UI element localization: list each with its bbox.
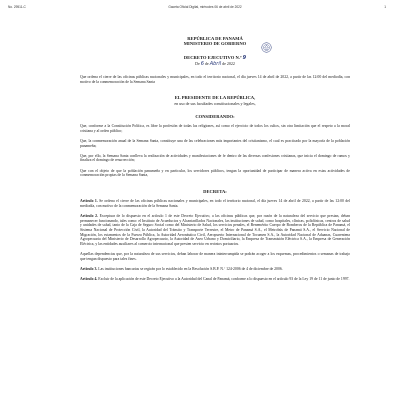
gazette-date: Gaceta Oficial Digital, miércoles 06 de abril de 2022 (168, 5, 242, 9)
article-2-paragraph (80, 252, 350, 261)
authority-subtitle: en uso de sus facultades constitucionales y legales, (174, 100, 256, 106)
official-seal-icon (261, 42, 272, 53)
article-1 (80, 199, 350, 208)
authority-title: EL PRESIDENTE DE LA REPÚBLICA, (174, 95, 256, 101)
ministry-heading: MINISTERIO DE GOBIERNO (183, 41, 247, 47)
considerando-item: Que, conforme a la Constitución Política, es libre la profesión de todas las religiones, así como el ejercicio de todos los cultos, sin otra limitación que el respeto a la moral cristiana y al orden público; (80, 123, 350, 133)
republic-heading: REPÚBLICA DE PANAMÁ (187, 36, 243, 41)
article-text: Las instituciones bancarias se regirán por lo establecido en la Resolución S.B.P. N.º 124-2006 de 4 de diciembre de 2006. (98, 267, 283, 272)
decree-number: 9 (242, 54, 247, 61)
date-month: Abril (209, 61, 222, 68)
date-year: de 2022 (222, 61, 235, 67)
decreta-title: DECRETA: (203, 188, 227, 194)
article-label: Artículo 3. (80, 267, 98, 272)
considerando-title: CONSIDERANDO: (195, 113, 235, 119)
decree-label: DECRETO EJECUTIVO N.º (183, 54, 242, 60)
article-text: Excluir de la aplicación de este Decreto Ejecutivo a la Autoridad del Canal de Panamá, conforme a lo dispuesto en el artículo 93 de la Ley 19 de 11 de junio de 1997. (98, 277, 350, 282)
page-number: 1 (384, 5, 386, 9)
article-label: Artículo 4. (80, 277, 98, 282)
considerando-item: Que con el objeto de que la población panameña y en particular, los servidores públicos, tengan la oportunidad de participar de manera activa en estas actividades de conmemoración propias de la Semana Santa, (80, 168, 350, 178)
date-de2: de (204, 61, 209, 67)
article-text: Aquellas dependencias que, por la naturaleza de sus servicios, deban laborar de manera ininterrumpida se podrán acoger a los esquemas, procedimientos o semanas de trabajo que tengan dispuesto para tales fines. (80, 252, 350, 261)
article-text: Exceptuar de lo dispuesto en el artículo 1 de este Decreto Ejecutivo, a las oficinas públicas que, por razón de la naturaleza del servicio que prestan, deban permanecer funcionando, tales como: el Instituto de Acueductos y Alcantarillados Nacionales, las instituciones de salud, como hospitales, clínicas, policlínicas, centros de salud y unidades de salud, tanto de la Caja de Seguro Social como del Ministerio de Salud, los servicios penales, el Benemérito Cuerpo de Bomberos de la República de Panamá, el Sistema Nacional de Protección Civil, la Autoridad del Tránsito y Transporte Terrestre, el Metro de Panamá S.A., el Metrobús de Panamá S.A., el Servicio Nacional de Migración, los estamentos de la Fuerza Pública, la Autoridad Aeronáutica Civil, Aeropuerto Internacional de Tocumen S.A., la Autoridad Nacional de Aduanas, Cuarentena Agropecuaria del Ministerio de Desarrollo Agropecuario, la Autoridad de Aseo Urbano y Domiciliario, la Empresa de Transmisión Eléctrica S.A., la Empresa de Generación Eléctrica, y las entidades auxiliares al comercio internacional que presten servicio en recintos portuarios. (80, 213, 350, 247)
date-de: De (195, 61, 200, 67)
document-body (8, 10, 392, 282)
article-label: Artículo 2. (80, 213, 98, 218)
article-2 (80, 214, 350, 247)
decree-intro: Que ordena el cierre de las oficinas públicas nacionales y municipales, en todo el territorio nacional, el día jueves 14 de abril de 2022, a partir de las 12:00 del mediodía, con motivo de la conmemoración de la Semana Santa (80, 75, 350, 84)
considerando-item: Que, la conmemoración anual de la Semana Santa, constituye una de las celebraciones más importantes del cristianismo, el cual es practicado por la mayoría de la población panameña; (80, 138, 350, 148)
article-4 (80, 277, 350, 282)
article-3 (80, 267, 350, 272)
gazette-number: No. 29511-C (8, 5, 26, 9)
article-text: Se ordena el cierre de las oficinas públicas nacionales y municipales, en todo el territorio nacional, el día jueves 14 de abril de 2022, a partir de las 12:00 del mediodía, con motivo de la conmemoración de la Semana Santa. (80, 198, 350, 208)
considerando-item: Que, por ello, la Semana Santa conlleva la realización de actividades y manifestaciones de fe dentro de las diversas confesiones cristianas, que inicia el domingo de ramos y finaliza el domingo de resurrección; (80, 153, 350, 163)
article-label: Artículo 1. (80, 198, 98, 203)
date-day: 6 (200, 61, 204, 68)
